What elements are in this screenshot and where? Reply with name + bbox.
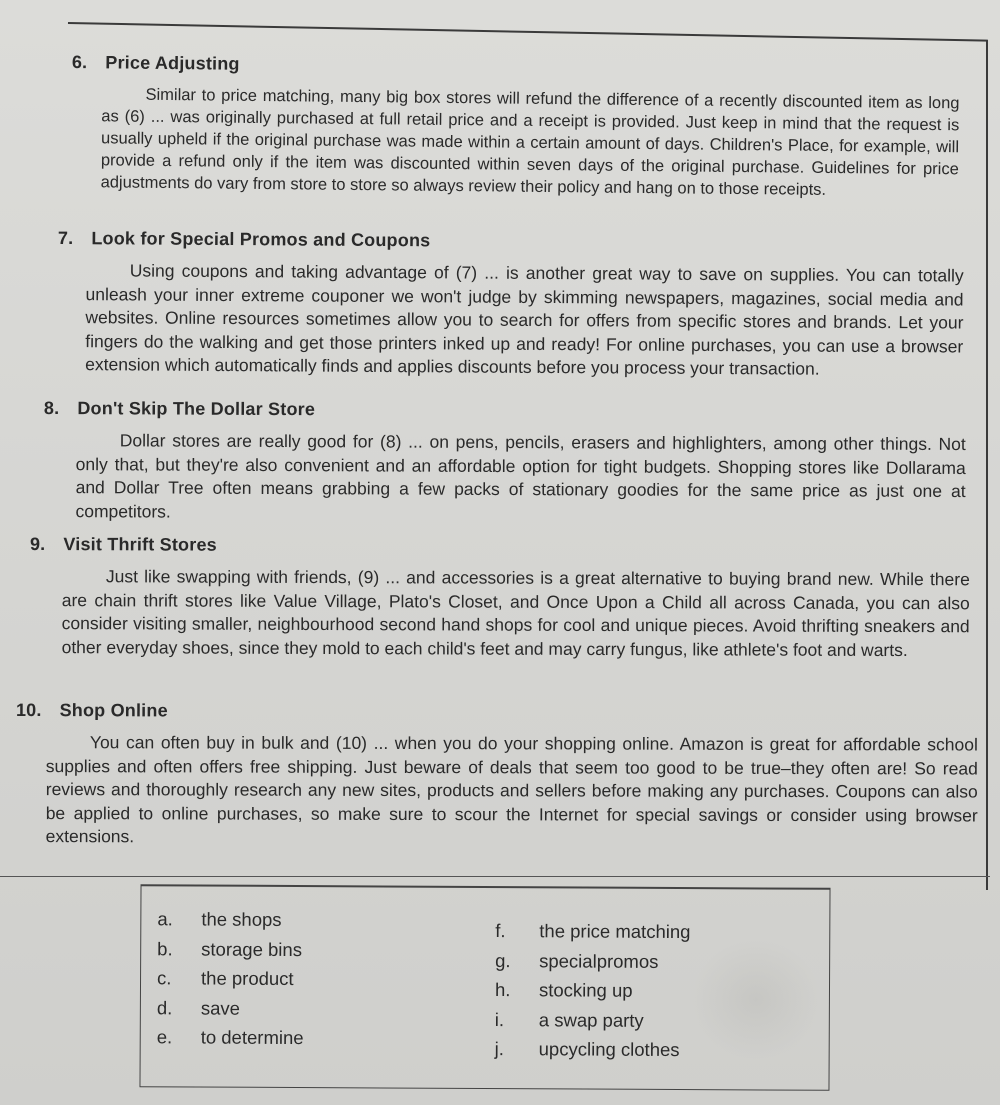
section-body: Similar to price matching, many big box stores will refund the difference of a recently discounted item as long as (6) ... was originally purchased at full retail price and a receipt is provided. Just keep in mind that the request is usually upheld if the original purchase was made within a certain amount of days. Children's Place, for example, will provide a refund only if the item was discounted within seven days of the original purchase. Guidelines for price adjustments do vary from store to store so always review their policy and hang on to those receipts. xyxy=(100,85,960,199)
section-title: Shop Online xyxy=(59,700,168,721)
option-d xyxy=(157,993,304,1023)
section-number: 6. xyxy=(71,52,88,73)
bleed-through-shadow xyxy=(691,939,822,1060)
option-i xyxy=(495,1005,690,1036)
section-heading xyxy=(44,398,966,423)
section-7 xyxy=(57,228,964,382)
option-e xyxy=(157,1022,304,1052)
option-h xyxy=(495,975,690,1006)
section-title: Don't Skip The Dollar Store xyxy=(77,398,316,420)
option-letter: f. xyxy=(495,920,506,942)
options-right-column xyxy=(495,916,691,1065)
frame-right-rule xyxy=(986,40,988,890)
option-text: stocking up xyxy=(538,979,633,1001)
section-8 xyxy=(43,398,966,527)
section-title: Price Adjusting xyxy=(105,52,240,74)
option-letter: g. xyxy=(495,949,511,971)
option-text: storage bins xyxy=(201,938,303,960)
option-j xyxy=(495,1034,690,1065)
option-letter: c. xyxy=(156,967,172,989)
section-number: 7. xyxy=(57,228,74,249)
option-text: save xyxy=(200,997,241,1019)
frame-bottom-rule xyxy=(0,876,990,877)
section-body: Using coupons and taking advantage of (7) ... is another great way to save on supplies. You can totally unleash your inner extreme couponer we won't judge by skimming newspapers, magazines, social media and websites. Online resources sometimes allow you to search for offers from specific stores and brands. Let your fingers do the walking and get those printers inked up and ready! For online purchases, you can use a browser extension which automatically finds and applies discounts before you process your transaction. xyxy=(85,260,964,379)
option-letter: e. xyxy=(156,1026,173,1048)
section-body: You can often buy in bulk and (10) ... when you do your shopping online. Amazon is great for affordable school supplies and often offers free shipping. Just beware of deals that seem too good to be true–they often are! So read reviews and thoroughly research any new sites, products and sellers before making any purchases. Coupons can also be applied to online purchases, so make sure to scour the Internet for special savings or consider using browser extensions. xyxy=(45,732,978,847)
option-text: the price matching xyxy=(539,920,691,943)
section-title: Visit Thrift Stores xyxy=(63,534,217,555)
option-a xyxy=(157,904,304,934)
section-title: Look for Special Promos and Coupons xyxy=(91,228,431,251)
section-number: 8. xyxy=(43,398,60,419)
section-heading xyxy=(30,534,970,558)
section-number: 9. xyxy=(29,534,46,555)
option-f xyxy=(495,916,690,947)
option-letter: j. xyxy=(494,1038,504,1060)
section-heading xyxy=(72,52,960,82)
section-9 xyxy=(30,534,970,662)
option-text: upcycling clothes xyxy=(538,1038,680,1061)
section-body: Dollar stores are really good for (8) ... on pens, pencils, erasers and highlighters, among other things. Not only that, but they're also convenient and an affordable option for tight budgets. Shopping stores like Dollarama and Dollar Tree often means grabbing a few packs of stationary goodies for the same price as just one at competitors. xyxy=(75,430,966,522)
option-text: to determine xyxy=(200,1026,304,1049)
section-number: 10. xyxy=(15,700,42,721)
section-heading xyxy=(16,700,978,724)
options-left-column xyxy=(157,904,305,1052)
option-c xyxy=(157,963,304,993)
option-text: the product xyxy=(200,967,294,989)
option-letter: a. xyxy=(157,908,173,930)
option-letter: b. xyxy=(157,937,173,959)
option-g xyxy=(495,946,690,977)
section-6 xyxy=(71,52,960,202)
section-body: Just like swapping with friends, (9) ... and accessories is a great alternative to buying brand new. While there are chain thrift stores like Value Village, Plato's Closet, and Once Upon a Child all across Canada, you can also consider visiting smaller, neighbourhood second hand shops for cool and unique pieces. Avoid thrifting sneakers and other everyday shoes, since they mold to each child's feet and may carry fungus, like athlete's foot and warts. xyxy=(61,566,970,660)
option-letter: d. xyxy=(156,996,173,1018)
option-letter: h. xyxy=(494,979,511,1001)
option-letter: i. xyxy=(494,1008,505,1030)
option-text: a swap party xyxy=(538,1008,644,1031)
section-10 xyxy=(16,700,978,851)
section-heading xyxy=(58,228,964,255)
option-text: specialpromos xyxy=(539,949,659,972)
answer-options-box xyxy=(139,884,830,1091)
frame-top-rule xyxy=(68,22,988,42)
option-text: the shops xyxy=(201,908,282,930)
option-b xyxy=(157,934,304,964)
